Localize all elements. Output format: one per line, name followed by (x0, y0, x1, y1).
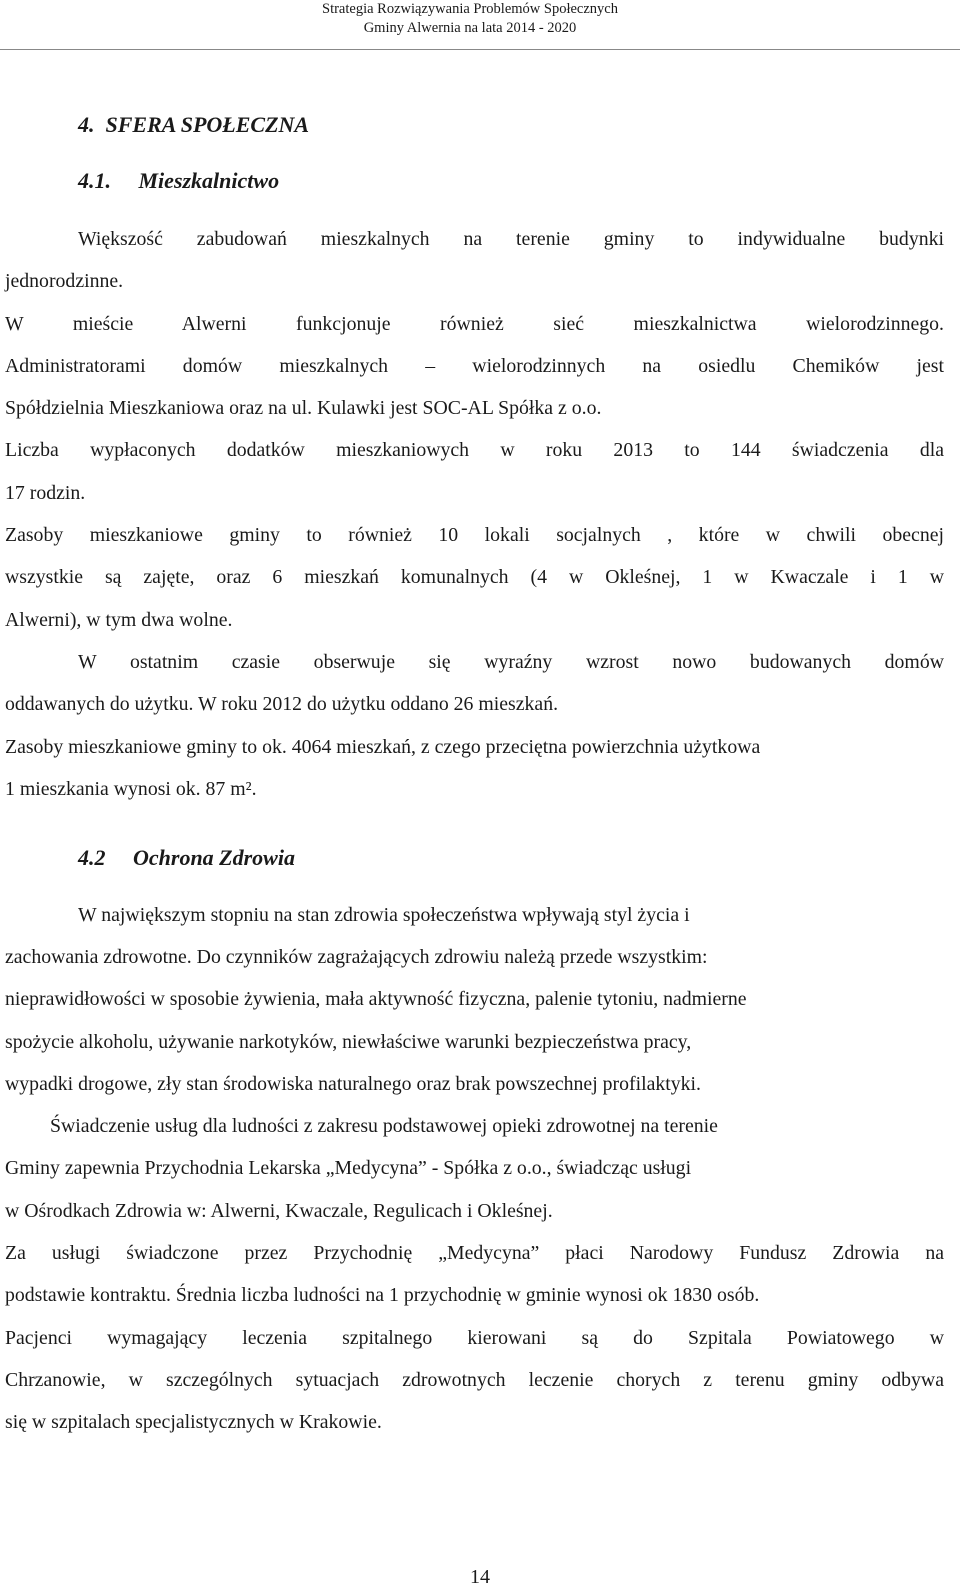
paragraph-line: W mieście Alwerni funkcjonuje również sieć mieszkalnictwa wielorodzinnego. (5, 313, 944, 335)
paragraph-line: nieprawidłowości w sposobie żywienia, mała aktywność fizyczna, palenie tytoniu, nadmierne (5, 988, 747, 1010)
paragraph-line: Alwerni), w tym dwa wolne. (5, 609, 233, 631)
subsection-number: 4.1. (78, 168, 111, 193)
subsection-number: 4.2 (78, 845, 106, 870)
subsection-heading-housing (78, 168, 279, 194)
paragraph-line: Spółdzielnia Mieszkaniowa oraz na ul. Kulawki jest SOC-AL Spółka z o.o. (5, 397, 602, 419)
paragraph-line: Większość zabudowań mieszkalnych na terenie gminy to indywidualne budynki (78, 228, 944, 250)
section-title: SFERA SPOŁECZNA (105, 112, 310, 137)
paragraph-line: spożycie alkoholu, używanie narkotyków, niewłaściwe warunki bezpieczeństwa pracy, (5, 1031, 692, 1053)
paragraph-line: Liczba wypłaconych dodatków mieszkaniowych w roku 2013 to 144 świadczenia dla (5, 439, 944, 461)
paragraph-line: oddawanych do użytku. W roku 2012 do użytku oddano 26 mieszkań. (5, 693, 559, 715)
paragraph-line: Zasoby mieszkaniowe gminy to również 10 lokali socjalnych , które w chwili obecnej (5, 524, 944, 546)
paragraph-line: w Ośrodkach Zdrowia w: Alwerni, Kwaczale, Regulicach i Okleśnej. (5, 1200, 553, 1222)
paragraph-line: 17 rodzin. (5, 482, 86, 504)
paragraph-line: 1 mieszkania wynosi ok. 87 m². (5, 778, 257, 800)
paragraph-line: Świadczenie usług dla ludności z zakresu podstawowej opieki zdrowotnej na terenie (50, 1115, 718, 1137)
paragraph-line: W największym stopniu na stan zdrowia społeczeństwa wpływają styl życia i (78, 904, 690, 926)
paragraph-line: wszystkie są zajęte, oraz 6 mieszkań komunalnych (4 w Okleśnej, 1 w Kwaczale i 1 w (5, 566, 944, 588)
paragraph-line: się w szpitalach specjalistycznych w Krakowie. (5, 1411, 382, 1433)
paragraph-line: zachowania zdrowotne. Do czynników zagrażających zdrowiu należą przede wszystkim: (5, 946, 708, 968)
subsection-title: Ochrona Zdrowia (133, 845, 295, 870)
paragraph-line: wypadki drogowe, zły stan środowiska naturalnego oraz brak powszechnej profilaktyki. (5, 1073, 701, 1095)
running-header (280, 0, 660, 38)
header-line-1: Strategia Rozwiązywania Problemów Społecznych (322, 1, 618, 17)
paragraph-line: Pacjenci wymagający leczenia szpitalnego kierowani są do Szpitala Powiatowego w (5, 1327, 944, 1349)
section-number: 4. (78, 112, 95, 137)
subsection-title: Mieszkalnictwo (138, 168, 280, 193)
paragraph-line: Zasoby mieszkaniowe gminy to ok. 4064 mieszkań, z czego przeciętna powierzchnia użytkowa (5, 736, 761, 758)
paragraph-line: Za usługi świadczone przez Przychodnię „Medycyna” płaci Narodowy Fundusz Zdrowia na (5, 1242, 944, 1264)
header-divider (0, 49, 960, 50)
paragraph-line: Gminy zapewnia Przychodnia Lekarska „Medycyna” - Spółka z o.o., świadcząc usługi (5, 1157, 692, 1179)
subsection-heading-health (78, 845, 295, 871)
paragraph-line: Chrzanowie, w szczególnych sytuacjach zdrowotnych leczenie chorych z terenu gminy odbywa (5, 1369, 944, 1391)
paragraph-line: podstawie kontraktu. Średnia liczba ludności na 1 przychodnię w gminie wynosi ok 1830 osób. (5, 1284, 760, 1306)
header-line-2: Gminy Alwernia na lata 2014 - 2020 (363, 20, 577, 36)
paragraph-line: jednorodzinne. (5, 270, 124, 292)
page-number: 14 (470, 1566, 490, 1588)
paragraph-line: Administratorami domów mieszkalnych – wielorodzinnych na osiedlu Chemików jest (5, 355, 944, 377)
paragraph-line: W ostatnim czasie obserwuje się wyraźny wzrost nowo budowanych domów (78, 651, 944, 673)
section-heading (78, 112, 309, 138)
